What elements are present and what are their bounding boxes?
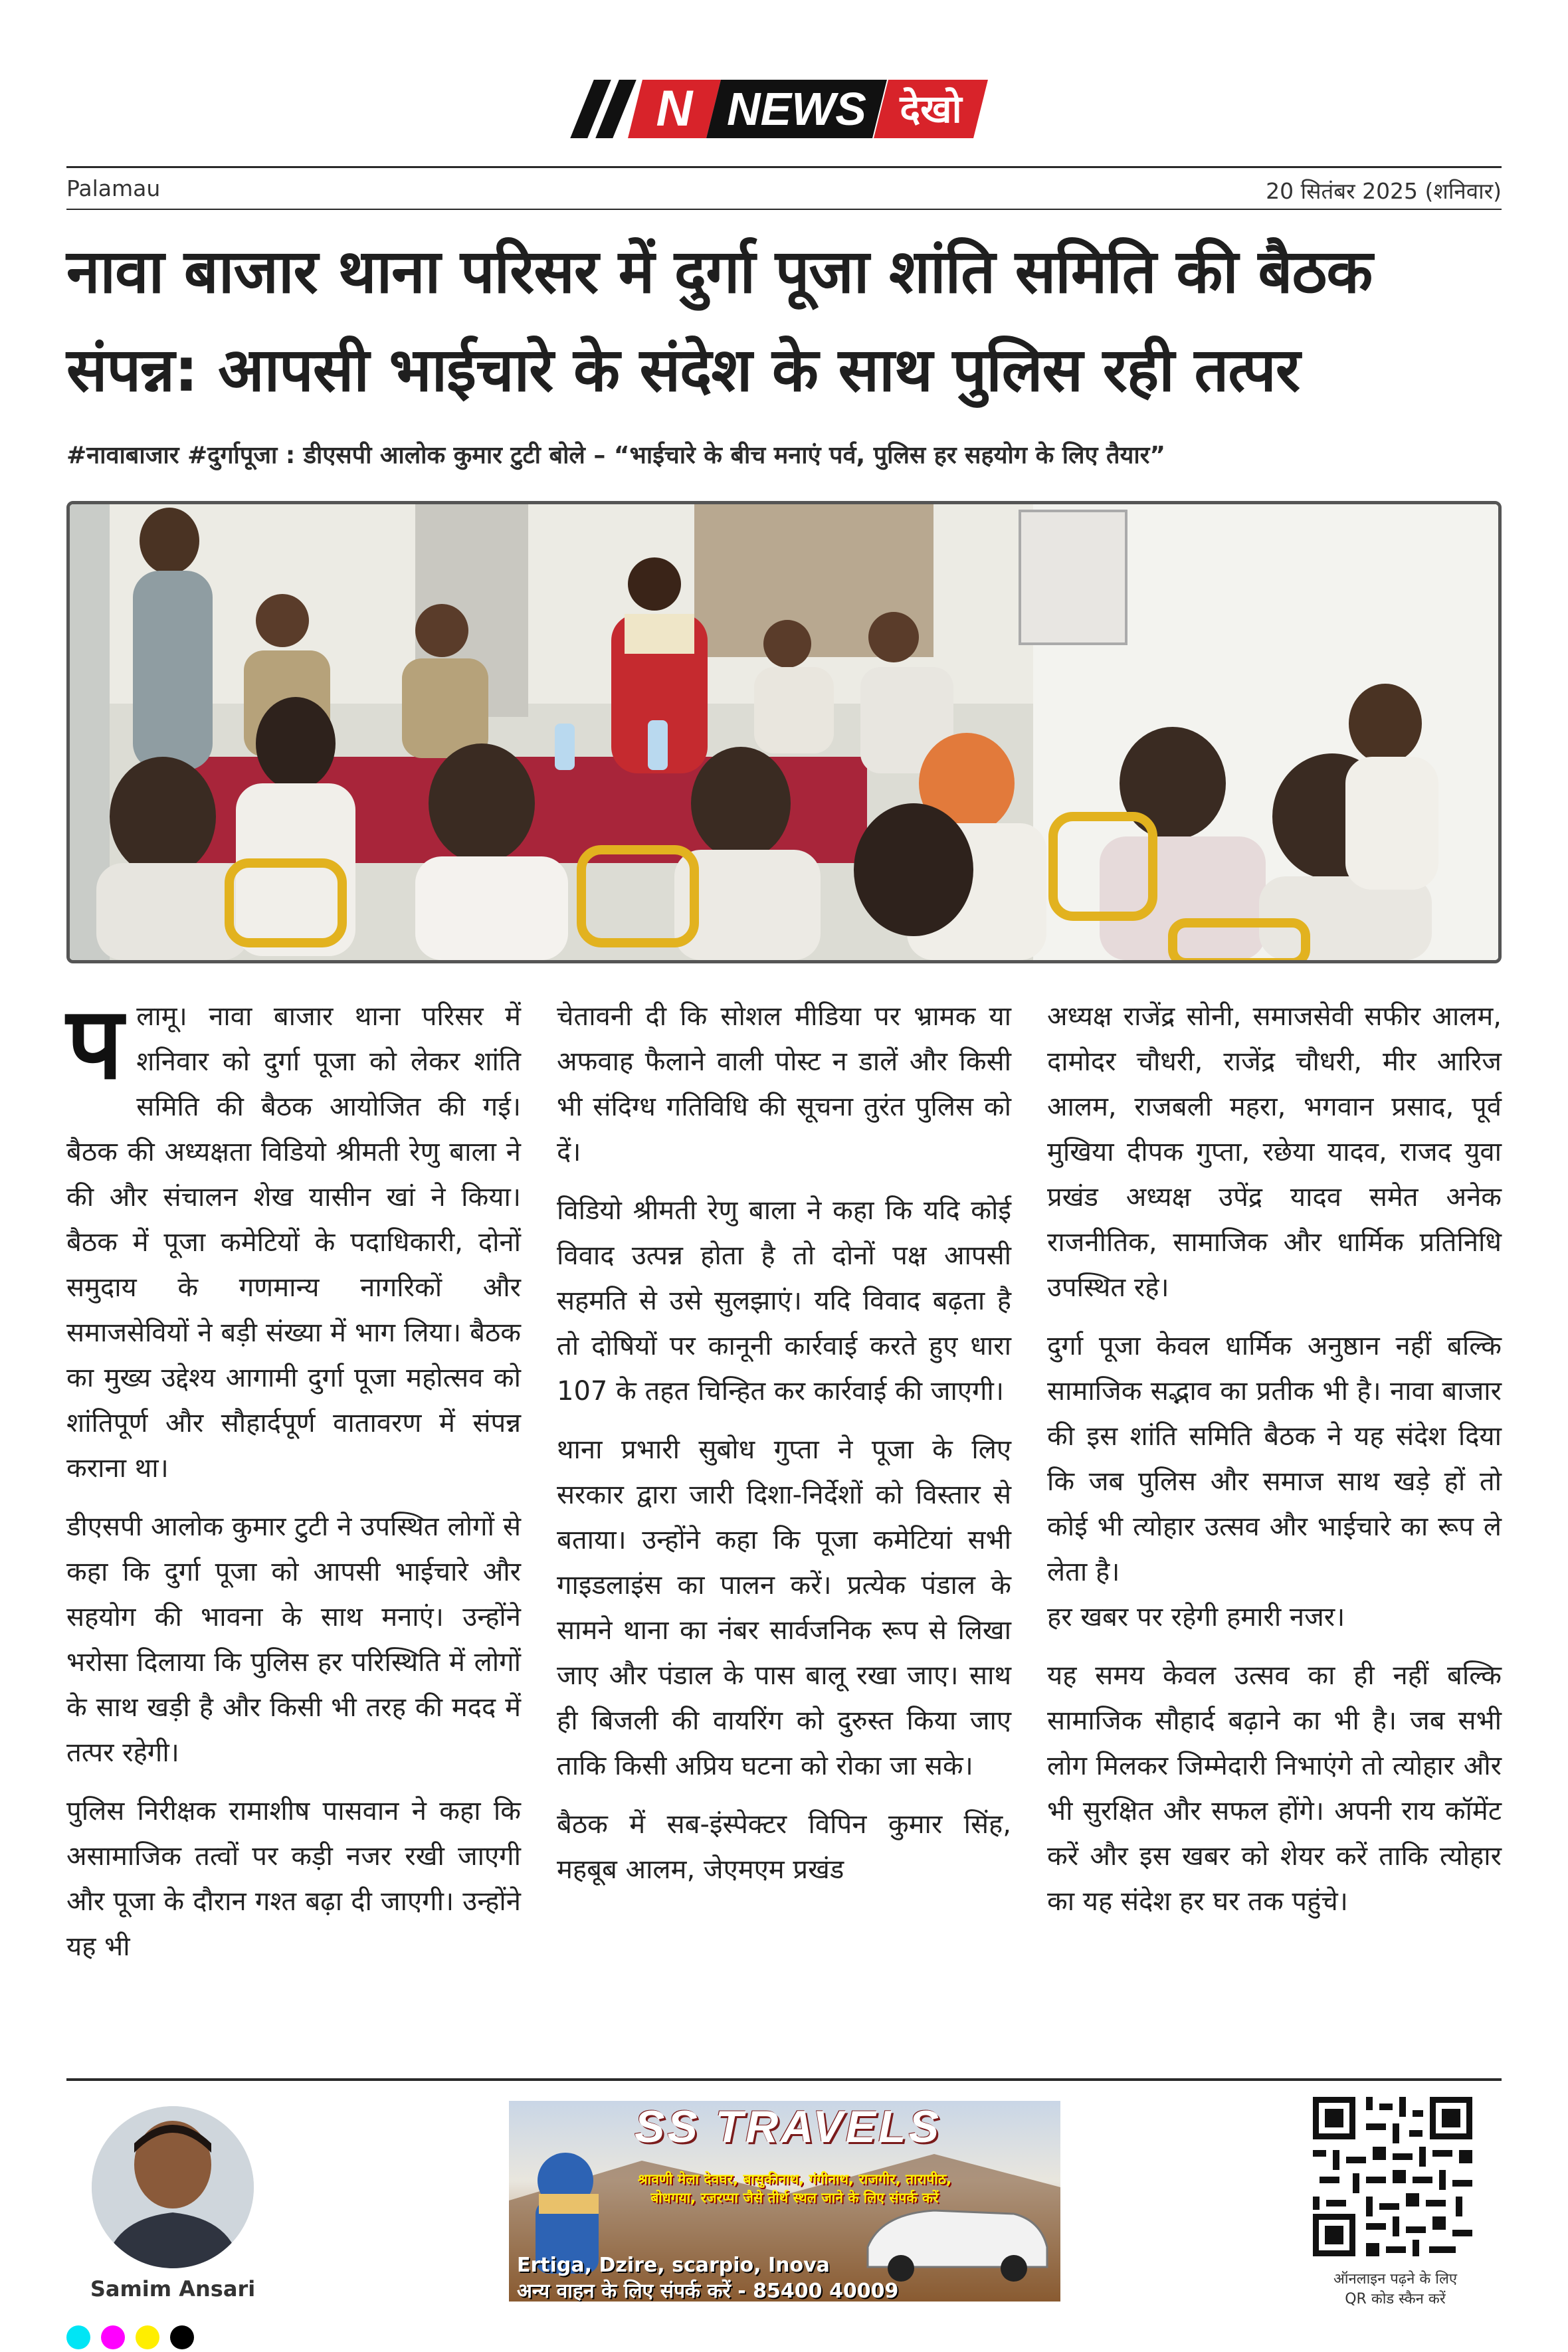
article-body bbox=[66, 986, 1502, 2057]
news-dekho-logo[interactable] bbox=[577, 77, 991, 141]
meta-divider bbox=[66, 209, 1502, 210]
article-paragraph: थाना प्रभारी सुबोध गुप्ता ने पूजा के लिए सरकार द्वारा जारी दिशा-निर्देशों को विस्तार से बताया। उन्होंने कहा कि पूजा कमेटियां सभी गाइडलाइंस का पालन करें। प्रत्येक पंडाल के सामने थाना का नंबर सार्वजनिक रूप से लिखा जाए और पंडाल के पास बालू रखा जाए। साथ ही बिजली की वायरिंग को दुरुस्त किया जाए ताकि किसी अप्रिय घटना को रोका जा सके। bbox=[557, 1434, 1011, 1781]
article-column-1 bbox=[66, 986, 521, 1983]
article-column-3 bbox=[1047, 994, 1502, 1937]
headline: नावा बाजार थाना परिसर में दुर्गा पूजा शांति समिति की बैठक संपन्न: आपसी भाईचारे के संदेश के साथ पुलिस रही तत्पर bbox=[66, 237, 1373, 405]
logo-news-text: NEWS bbox=[706, 80, 887, 138]
yellow-dot bbox=[136, 2325, 159, 2349]
article-paragraph: यह समय केवल उत्सव का ही नहीं बल्कि सामाजिक सौहार्द बढ़ाने का भी है। जब सभी लोग मिलकर जिम्मेदारी निभाएंगे तो त्योहार और भी सुरक्षित और सफल होंगे। अपनी राय कॉमेंट करें और इस खबर को शेयर करें ताकि त्योहार का यह संदेश हर घर तक पहुंचे। bbox=[1047, 1660, 1502, 1917]
ad-contact: अन्य वाहन के लिए संपर्क करें - 85400 40009 bbox=[517, 2280, 899, 2302]
qr-caption: ऑनलाइन पढ़ने के लिए QR कोड स्कैन करें bbox=[1333, 2271, 1458, 2307]
masthead bbox=[0, 77, 1568, 141]
ad-description: श्रावणी मेला देवघर, बासुकीनाथ, गंगीनाथ, राजगीर, तारापीठ, बोधगया, रजरप्पा जैसे तीर्थ स्थल जाने के लिए संपर्क करें bbox=[637, 2171, 952, 2206]
date-label: 20 सितंबर 2025 (शनिवार) bbox=[1266, 178, 1502, 204]
top-divider bbox=[66, 166, 1502, 168]
article-paragraph: विडियो श्रीमती रेणु बाला ने कहा कि यदि कोई विवाद उत्पन्न होता है तो दोनों पक्ष आपसी सहमति से उसे सुलझाएं। यदि विवाद बढ़ता है तो दोषियों पर कानूनी कार्रवाई करते हुए धारा 107 के तहत चिन्हित कर कार्रवाई की जाएगी। bbox=[557, 1195, 1011, 1407]
footer bbox=[0, 2080, 1568, 2351]
article-paragraph: दुर्गा पूजा केवल धार्मिक अनुष्ठान नहीं बल्कि सामाजिक सद्भाव का प्रतीक भी है। नावा बाजार की इस शांति समिति बैठक ने यह संदेश दिया कि जब पुलिस और समाज साथ खड़े हों तो कोई भी त्योहार उत्सव और भाईचारे का रूप ले लेता है। bbox=[1047, 1331, 1502, 1587]
author-name: Samim Ansari bbox=[90, 2276, 256, 2302]
logo-dekho-text: देखो bbox=[874, 80, 988, 138]
cyan-dot bbox=[66, 2325, 90, 2349]
article-paragraph: हर खबर पर रहेगी हमारी नजर। bbox=[1047, 1602, 1345, 1632]
qr-code[interactable] bbox=[1313, 2097, 1472, 2256]
article-paragraph: पुलिस निरीक्षक रामाशीष पासवान ने कहा कि असामाजिक तत्वों पर कड़ी नजर रखी जाएगी और पूजा के दौरान गश्त बढ़ा दी जाएगी। उन्होंने यह भी bbox=[66, 1796, 521, 1962]
person-icon bbox=[92, 2106, 254, 2268]
article-paragraph: अध्यक्ष राजेंद्र सोनी, समाजसेवी सफीर आलम, दामोदर चौधरी, राजेंद्र चौधरी, मीर आरिज आलम, राजबली महरा, भगवान प्रसाद, पूर्व मुखिया दीपक गुप्ता, रछेया यादव, राजद युवा प्रखंड अध्यक्ष उपेंद्र यादव समेत अनेक राजनीतिक, सामाजिक और धार्मिक प्रतिनिधि उपस्थित रहे। bbox=[1047, 1001, 1502, 1303]
article-paragraph: पलामू। नावा बाजार थाना परिसर में शनिवार को दुर्गा पूजा को लेकर शांति समिति की बैठक आयोजित की गई। बैठक की अध्यक्षता विडियो श्रीमती रेणु बाला ने की और संचालन शेख यासीन खां ने किया। बैठक में पूजा कमेटियों के पदाधिकारी, दोनों समुदाय के गणमान्य नागरिकों और समाजसेवियों ने बड़ी संख्या में भाग लिया। बैठक का मुख्य उद्देश्य आगामी दुर्गा पूजा महोत्सव को शांतिपूर्ण और सौहार्दपूर्ण वातावरण में संपन्न कराना था। bbox=[66, 986, 521, 1484]
article-photo[interactable] bbox=[66, 501, 1502, 963]
article-paragraph: चेतावनी दी कि सोशल मीडिया पर भ्रामक या अफवाह फैलाने वाली पोस्ट न डालें और किसी भी संदिग्ध गतिविधि की सूचना तुरंत पुलिस को दें। bbox=[557, 1001, 1011, 1167]
black-dot bbox=[170, 2325, 194, 2349]
ss-travels-advertisement[interactable] bbox=[509, 2101, 1060, 2302]
ad-car-list: Ertiga, Dzire, scarpio, Inova bbox=[517, 2254, 830, 2277]
location-label: Palamau bbox=[66, 175, 161, 201]
article-column-2 bbox=[557, 994, 1011, 1906]
cmyk-registration-dots bbox=[66, 2325, 199, 2352]
article-paragraph: बैठक में सब-इंस्पेक्टर विपिन कुमार सिंह, महबूब आलम, जेएमएम प्रखंड bbox=[557, 1809, 1011, 1885]
subheadline: #नावाबाजार #दुर्गापूजा : डीएसपी आलोक कुमार टुटी बोले – “भाईचारे के बीच मनाएं पर्व, पुलिस हर सहयोग के लिए तैयार” bbox=[66, 442, 1166, 469]
qr-code-icon bbox=[1313, 2097, 1472, 2256]
meeting-photo-illustration bbox=[70, 504, 1498, 960]
drop-cap: प bbox=[66, 986, 124, 1102]
author-avatar[interactable] bbox=[92, 2106, 254, 2268]
ad-title: SS TRAVELS bbox=[635, 2102, 941, 2152]
article-paragraph: डीएसपी आलोक कुमार टुटी ने उपस्थित लोगों से कहा कि दुर्गा पूजा को आपसी भाईचारे और सहयोग की भावना के साथ मनाएं। उन्होंने भरोसा दिलाया कि पुलिस हर परिस्थिति में लोगों के साथ खड़ी है और किसी भी तरह की मदद में तत्पर रहेगी। bbox=[66, 1512, 521, 1768]
logo-n-mark: N bbox=[628, 80, 721, 138]
meta-bar bbox=[66, 171, 1502, 207]
magenta-dot bbox=[101, 2325, 125, 2349]
